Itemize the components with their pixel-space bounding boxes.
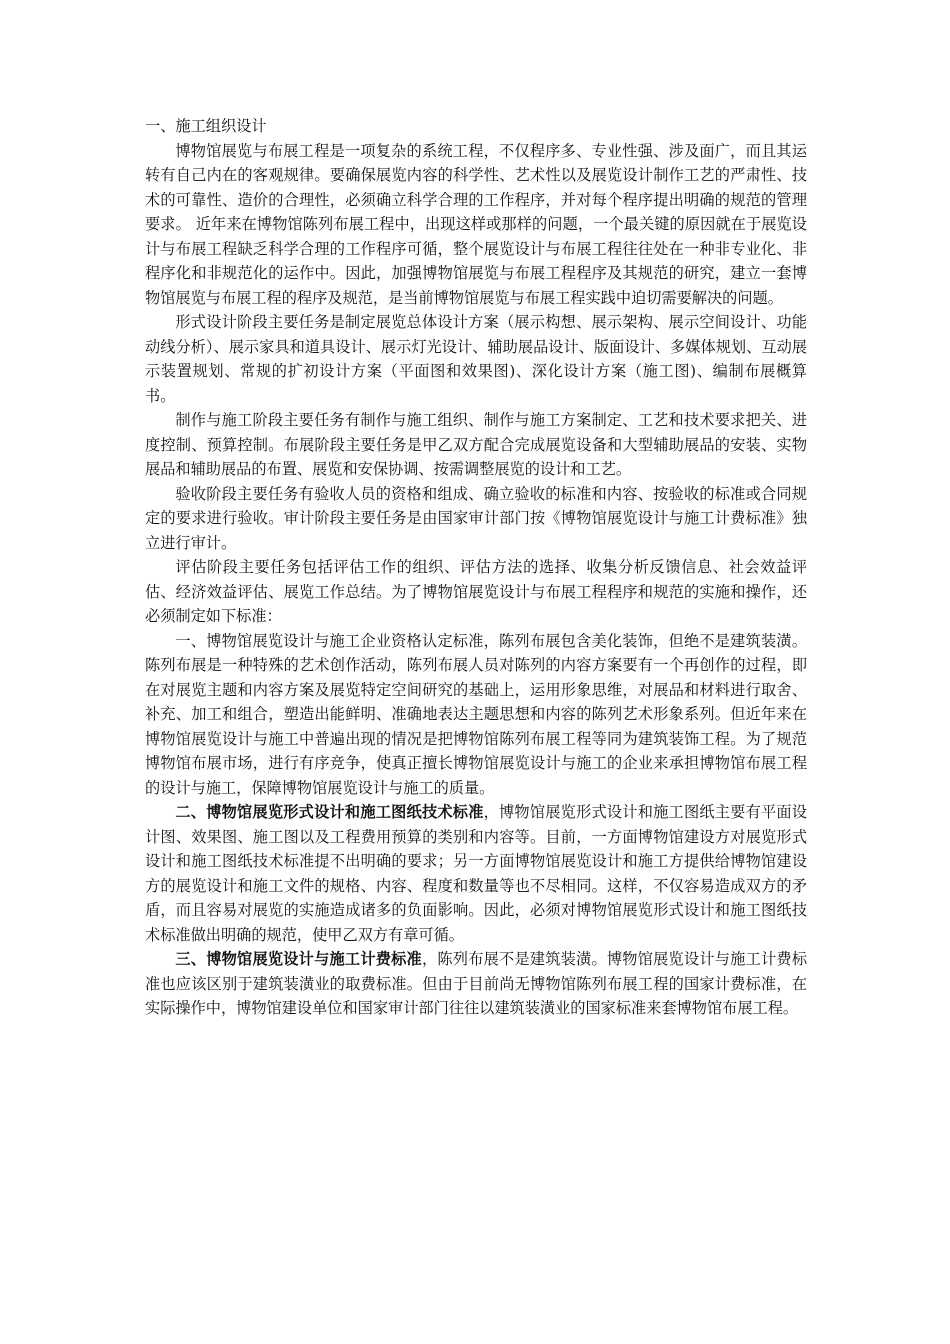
paragraph-standard-one-text: 一、博物馆展览设计与施工企业资格认定标准，陈列布展包含美化装饰，但绝不是建筑装潢。陈列布展是一种特殊的艺术创作活动，陈列布展人员对陈列的内容方案要有一个再创作的过程，即在对展览主题和内容方案及展览特定空间研究的基础上，运用形象思维，对展品和材料进行取舍、补充、加工和组合，塑造出能鲜明、准确地表达主题思想和内容的陈列艺术形象系列。但近年来在博物馆展览设计与施工中普遍出现的情况是把博物馆陈列布展工程等同为建筑装饰工程。为了规范博物馆布展市场，进行有序竞争，使真正擅长博物馆展览设计与施工的企业来承担博物馆布展工程的设计与施工，保障博物馆展览设计与施工的质量。 [145, 631, 807, 797]
document-page [145, 114, 807, 1021]
paragraph-design-stage [145, 310, 807, 408]
paragraph-standard-two-lead: 二、博物馆展览形式设计和施工图纸技术标准 [175, 803, 484, 821]
paragraph-intro [145, 139, 807, 311]
paragraph-evaluation-stage-text: 评估阶段主要任务包括评估工作的组织、评估方法的选择、收集分析反馈信息、社会效益评估、经济效益评估、展览工作总结。为了博物馆展览设计与布展工程程序和规范的实施和操作，还必须制定如下标准： [145, 558, 807, 625]
paragraph-standard-two-text: ，博物馆展览形式设计和施工图纸主要有平面设计图、效果图、施工图以及工程费用预算的类别和内容等。目前，一方面博物馆建设方对展览形式设计和施工图纸技术标准提不出明确的要求；另一方面博物馆展览设计和施工方提供给博物馆建设方的展览设计和施工文件的规格、内容、程度和数量等也不尽相同。这样，不仅容易造成双方的矛盾，而且容易对展览的实施造成诸多的负面影响。因此，必须对博物馆展览形式设计和施工图纸技术标准做出明确的规范，使甲乙双方有章可循。 [145, 803, 808, 944]
paragraph-intro-text: 博物馆展览与布展工程是一项复杂的系统工程，不仅程序多、专业性强、涉及面广，而且其运转有自己内在的客观规律。要确保展览内容的科学性、艺术性以及展览设计制作工艺的严肃性、技术的可靠性、造价的合理性，必须确立科学合理的工作程序，并对每个程序提出明确的规范的管理要求。 近年来在博物馆陈列布展工程中，出现这样或那样的问题，一个最关键的原因就在于展览设计与布展工程缺乏科学合理的工作程序可循，整个展览设计与布展工程往往处在一种非专业化、非程序化和非规范化的运作中。因此，加强博物馆展览与布展工程程序及其规范的研究，建立一套博物馆展览与布展工程的程序及规范，是当前博物馆展览与布展工程实践中迫切需要解决的问题。 [145, 141, 807, 307]
paragraph-standard-one [145, 629, 807, 801]
paragraph-construction-stage [145, 408, 807, 482]
paragraph-standard-two [145, 800, 807, 947]
paragraph-design-stage-text: 形式设计阶段主要任务是制定展览总体设计方案（展示构想、展示架构、展示空间设计、功能动线分析）、展示家具和道具设计、展示灯光设计、辅助展品设计、版面设计、多媒体规划、互动展示装置规划、常规的扩初设计方案（平面图和效果图)、深化设计方案（施工图)、编制布展概算书。 [145, 313, 807, 405]
paragraph-standard-three-text: ，陈列布展不是建筑装潢。博物馆展览设计与施工计费标准也应该区别于建筑装潢业的取费标准。但由于目前尚无博物馆陈列布展工程的国家计费标准，在实际操作中，博物馆建设单位和国家审计部门往往以建筑装潢业的国家标准来套博物馆布展工程。 [145, 950, 808, 1017]
paragraph-standard-three-lead: 三、博物馆展览设计与施工计费标准 [175, 950, 422, 968]
section-heading: 一、施工组织设计 [145, 117, 267, 135]
paragraph-acceptance-stage [145, 482, 807, 556]
paragraph-standard-three [145, 947, 807, 1021]
paragraph-acceptance-stage-text: 验收阶段主要任务有验收人员的资格和组成、确立验收的标准和内容、按验收的标准或合同规定的要求进行验收。审计阶段主要任务是由国家审计部门按《博物馆展览设计与施工计费标准》独立进行审计。 [145, 484, 807, 552]
paragraph-construction-stage-text: 制作与施工阶段主要任务有制作与施工组织、制作与施工方案制定、工艺和技术要求把关、进度控制、预算控制。布展阶段主要任务是甲乙双方配合完成展览设备和大型辅助展品的安装、实物展品和辅助展品的布置、展览和安保协调、按需调整展览的设计和工艺。 [145, 411, 807, 478]
paragraph-evaluation-stage [145, 555, 807, 629]
